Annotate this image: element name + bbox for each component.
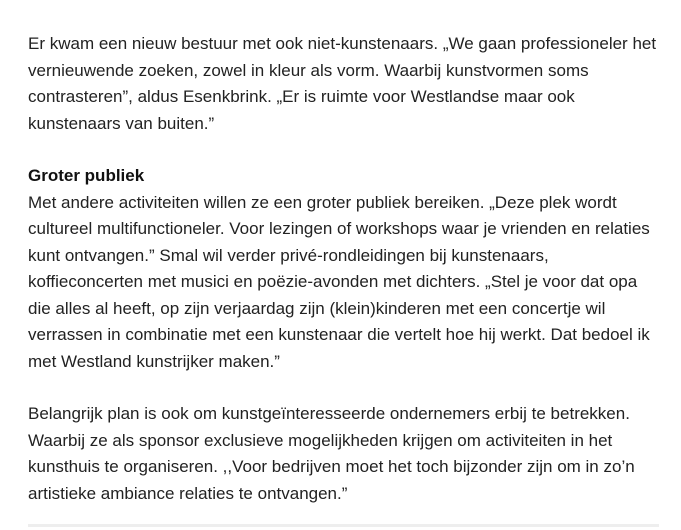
- article-paragraph: Met andere activiteiten willen ze een groter publiek bereiken. „Deze plek wordt cultureel multifunctioneler. Voor lezingen of workshops waar je vrienden en relaties kunt ontvangen.” Smal wil verder privé-rondleidingen bij kunstenaars, koffieconcerten met musici en poëzie-avonden met dichters. „Stel je voor dat opa die alles al heeft, op zijn verjaardag zijn (klein)kinderen met een concertje wil verrassen in combinatie met een kunstenaar die vertelt hoe hij werkt. Dat bedoel ik met Westland kunstrijker maken.”: [28, 192, 650, 371]
- article-body: [28, 31, 658, 507]
- divider: [28, 524, 659, 527]
- article-paragraph: Belangrijk plan is ook om kunstgeïnteresseerde ondernemers erbij te betrekken. Waarbij ze als sponsor exclusieve mogelijkheden krijgen om activiteiten in het kunsthuis te organiseren. ,,Voor bedrijven moet het toch bijzonder zijn om in zo’n artistieke ambiance relaties te ontvangen.”: [28, 404, 635, 503]
- article-paragraph: Er kwam een nieuw bestuur met ook niet-kunstenaars. „We gaan professioneler het vernieuwende zoeken, zowel in kleur als vorm. Waarbij kunstvormen soms contrasteren”, aldus Esenkbrink. „Er is ruimte voor Westlandse maar ook kunstenaars van buiten.”: [28, 34, 657, 133]
- section-heading: Groter publiek: [28, 166, 145, 185]
